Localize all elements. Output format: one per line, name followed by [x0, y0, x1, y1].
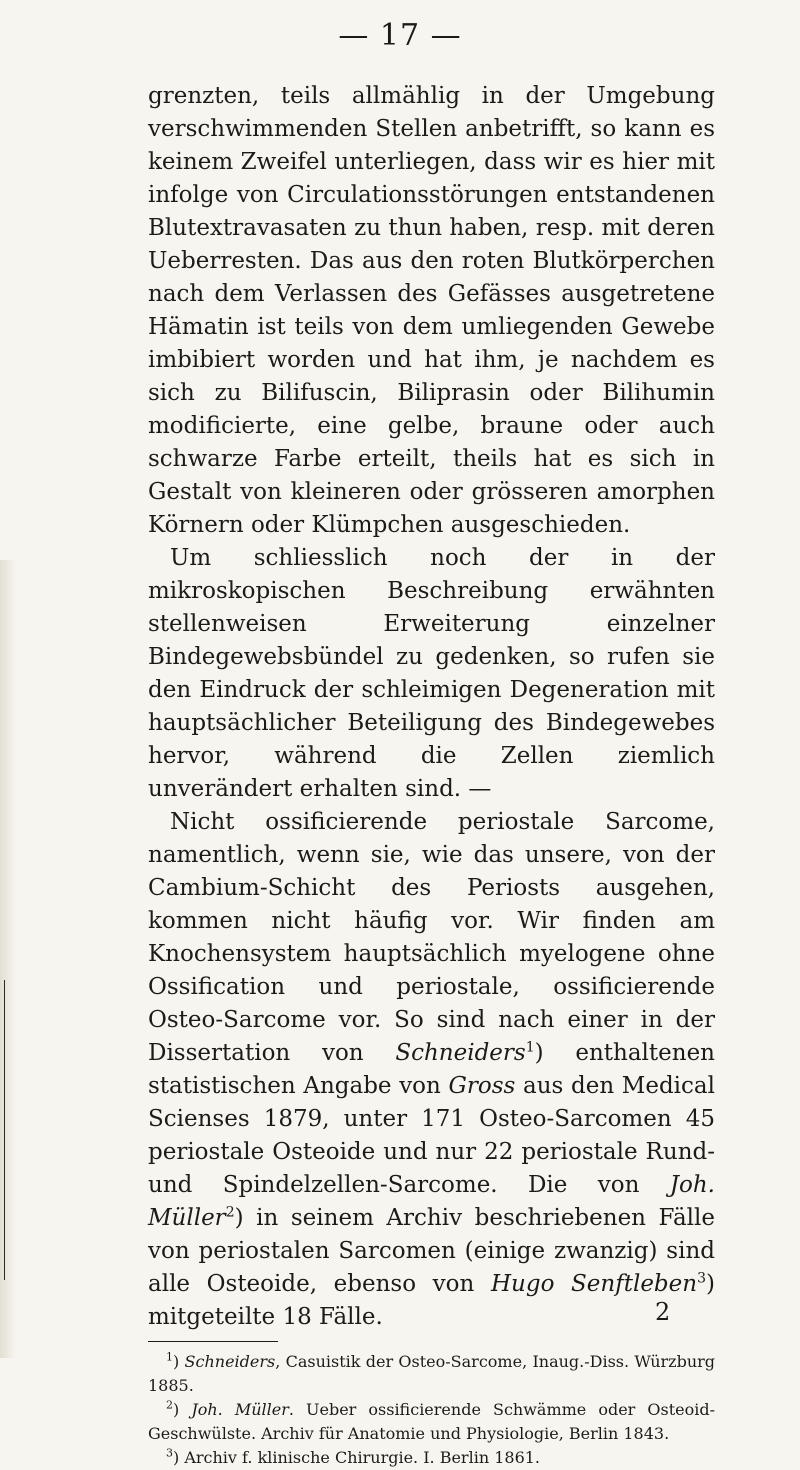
- footnote-mark: 1: [166, 1350, 173, 1364]
- citation-mueller: Joh. Müller: [148, 1172, 715, 1231]
- footnote-mark: 3: [166, 1446, 173, 1460]
- page-shadow: [0, 560, 16, 1358]
- paragraph-1: grenzten, teils allmählig in der Umgebung verschwimmenden Stellen anbetrifft, so kann es keinem Zweifel unterliegen, dass wir es hier mit infolge von Circulationsstörungen entstandenen Blutextravasaten zu thun haben, resp. mit deren Ueberresten. Das aus den roten Blutkörperchen nach dem Verlassen des Gefässes ausgetretene Hämatin ist teils von dem umliegenden Gewebe imbibiert worden und hat ihm, je nachdem es sich zu Bilifuscin, Biliprasin oder Bilihumin modificierte, eine gelbe, braune oder auch schwarze Farbe erteilt, theils hat es sich in Gestalt von kleineren oder grösseren amorphen Körnern oder Klümpchen ausgeschieden.: [148, 83, 715, 538]
- footnote-text: . Ueber ossificierende Schwämme oder Osteoid-Geschwülste. Archiv für Anatomie und Physiologie, Berlin 1843.: [148, 1400, 716, 1443]
- footnote-2: $^2$) Joh. Müller. Ueber ossificierende Schwämme oder Osteoid-Geschwülste. Archiv für Anatomie und Physiologie, Berlin 1843.: [148, 1398, 716, 1443]
- footnote-ref-3: 3: [697, 1270, 707, 1287]
- footnote-3: $^3$) Archiv f. klinische Chirurgie. I. Berlin 1861.: [166, 1446, 541, 1467]
- paragraph-3-text-b: enthaltenen statistischen Angabe von: [148, 1040, 715, 1099]
- paragraph-3-text-d: in seinem Archiv beschriebenen Fälle von periostalen Sarcomen (einige zwanzig) sind alle Osteoide, ebenso von: [148, 1205, 715, 1297]
- citation-gross: Gross: [448, 1073, 516, 1099]
- footnote-text: , Casuistik der Osteo-Sarcome, Inaug.-Diss. Würzburg 1885.: [148, 1352, 716, 1395]
- footnote-author: Schneiders: [184, 1352, 276, 1371]
- footnote-text: Archiv f. klinische Chirurgie. I. Berlin 1861.: [184, 1448, 541, 1467]
- signature-mark: 2: [655, 1298, 671, 1326]
- citation-schneiders: Schneiders: [395, 1040, 526, 1066]
- paragraph-2: Um schliesslich noch der in der mikroskopischen Beschreibung erwähnten stellenweisen Erweiterung einzelner Bindegewebsbündel zu gedenken, so rufen sie den Eindruck der schleimigen Degeneration mit hauptsächlicher Beteiligung des Bindegewebes hervor, während die Zellen ziemlich unverändert erhalten sind. —: [148, 545, 715, 802]
- footnote-author: Joh. Müller: [191, 1400, 289, 1419]
- paragraph-3-text-c: aus den Medical Scienses 1879, unter 171 Osteo-Sarcomen 45 periostale Osteoide und nur 22 periostale Rund- und Spindelzellen-Sarcome. Die von: [148, 1073, 715, 1198]
- footnote-divider: [148, 1341, 278, 1342]
- paragraph-3: Nicht ossificierende periostale Sarcome, namentlich, wenn sie, wie das unsere, von der Cambium-Schicht des Periosts ausgehen, kommen nicht häufig vor. Wir finden am Knochensystem hauptsächlich myelogene ohne Ossification und periostale, ossificierende Osteo-Sarcome vor. So sind nach einer in der Dissertation von Schneiders$^1$) enthaltenen statistischen Angabe von Gross aus den Medical Scienses 1879, unter 171 Osteo-Sarcomen 45 periostale Osteoide und nur 22 periostale Rund- und Spindelzellen-Sarcome. Die von Joh. Müller$^2$) in seinem Archiv beschriebenen Fälle von periostalen Sarcomen (einige zwanzig) sind alle Osteoide, ebenso von Hugo Senftleben$^3$) mitgeteilte 18 Fälle.: [148, 809, 715, 1330]
- page-number: — 17 —: [338, 18, 462, 53]
- footnote-mark: 2: [166, 1398, 173, 1412]
- footnotes: [148, 1350, 715, 1470]
- footnote-1: $^1$) Schneiders, Casuistik der Osteo-Sarcome, Inaug.-Diss. Würzburg 1885.: [148, 1350, 716, 1395]
- paragraph-3-text-e: mitgeteilte 18 Fälle.: [148, 1304, 383, 1330]
- paragraph-3-text-a: Nicht ossificierende periostale Sarcome, namentlich, wenn sie, wie das unsere, von der Cambium-Schicht des Periosts ausgehen, kommen nicht häufig vor. Wir finden am Knochensystem hauptsächlich myelogene ohne Ossification und periostale, ossificierende Osteo-Sarcome vor. So sind nach einer in der Dissertation von: [148, 809, 715, 1066]
- body-text: [148, 80, 715, 1470]
- footnote-ref-1: 1: [525, 1039, 535, 1056]
- page-edge-line: [4, 980, 5, 1280]
- footnote-ref-2: 2: [225, 1204, 235, 1221]
- citation-senftleben: Hugo Senftleben: [490, 1271, 698, 1297]
